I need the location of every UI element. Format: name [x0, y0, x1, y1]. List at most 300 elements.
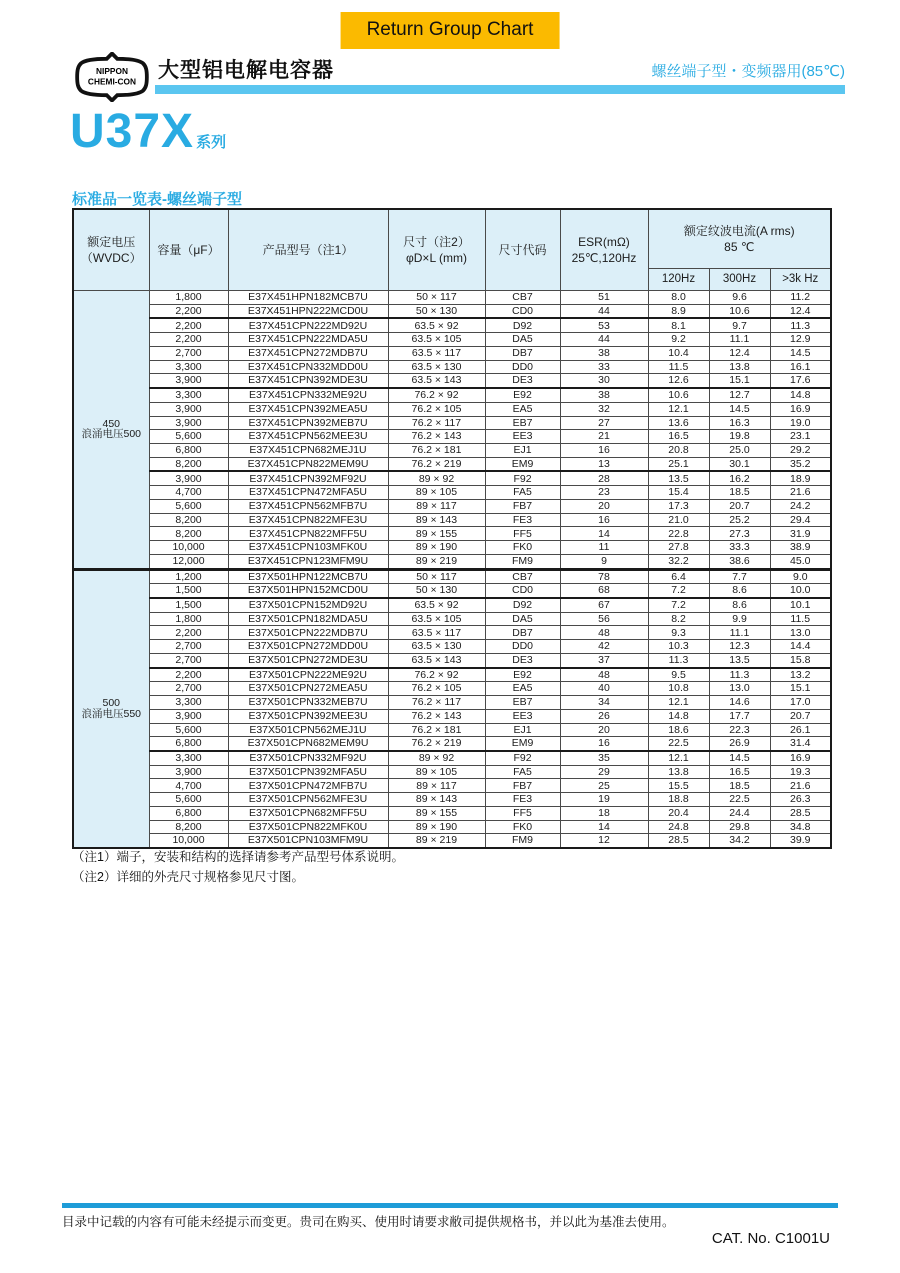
size-code-cell: CD0: [485, 584, 560, 598]
ripple-120hz-cell: 15.4: [648, 486, 709, 500]
size-cell: 76.2 × 92: [388, 668, 485, 682]
table-row: [73, 541, 831, 555]
size-cell: 76.2 × 105: [388, 682, 485, 696]
capacity-cell: 2,700: [149, 682, 228, 696]
header-rated-voltage: 额定电压 （WVDC）: [73, 209, 149, 291]
esr-cell: 68: [560, 584, 648, 598]
size-code-cell: D92: [485, 318, 560, 332]
part-number-cell: E37X451CPN682MEJ1U: [228, 444, 388, 458]
ripple-300hz-cell: 8.6: [709, 598, 770, 612]
capacity-cell: 2,700: [149, 653, 228, 667]
size-cell: 50 × 117: [388, 291, 485, 305]
ripple-120hz-cell: 12.1: [648, 696, 709, 710]
table-row: [73, 527, 831, 541]
voltage-section-500: [73, 569, 831, 848]
size-code-cell: FA5: [485, 765, 560, 779]
capacity-cell: 3,300: [149, 696, 228, 710]
size-cell: 89 × 105: [388, 765, 485, 779]
ripple-3khz-cell: 10.1: [770, 598, 831, 612]
esr-cell: 44: [560, 304, 648, 318]
table-notes: [72, 847, 404, 887]
size-cell: 63.5 × 92: [388, 598, 485, 612]
ripple-120hz-cell: 28.5: [648, 834, 709, 848]
ripple-3khz-cell: 26.1: [770, 723, 831, 737]
esr-cell: 26: [560, 709, 648, 723]
ripple-300hz-cell: 12.4: [709, 346, 770, 360]
ripple-300hz-cell: 27.3: [709, 527, 770, 541]
esr-cell: 16: [560, 737, 648, 751]
table-row: [73, 360, 831, 374]
part-number-cell: E37X501CPN332MF92U: [228, 751, 388, 765]
capacity-cell: 5,600: [149, 499, 228, 513]
table-row: [73, 402, 831, 416]
part-number-cell: E37X501CPN822MFK0U: [228, 820, 388, 834]
ripple-300hz-cell: 25.2: [709, 513, 770, 527]
table-row: [73, 806, 831, 820]
size-cell: 89 × 155: [388, 806, 485, 820]
capacity-cell: 6,800: [149, 444, 228, 458]
ripple-300hz-cell: 20.7: [709, 499, 770, 513]
size-code-cell: E92: [485, 388, 560, 402]
table-row: [73, 598, 831, 612]
size-code-cell: EM9: [485, 737, 560, 751]
ripple-300hz-cell: 9.9: [709, 612, 770, 626]
size-code-cell: DB7: [485, 346, 560, 360]
ripple-3khz-cell: 17.6: [770, 374, 831, 388]
ripple-3khz-cell: 19.3: [770, 765, 831, 779]
ripple-120hz-cell: 8.2: [648, 612, 709, 626]
size-cell: 76.2 × 105: [388, 402, 485, 416]
size-cell: 76.2 × 143: [388, 709, 485, 723]
note-2: （注2）详细的外壳尺寸规格参见尺寸图。: [72, 870, 304, 884]
esr-cell: 56: [560, 612, 648, 626]
ripple-120hz-cell: 13.5: [648, 471, 709, 485]
return-group-chart-button[interactable]: Return Group Chart: [341, 12, 560, 49]
capacity-cell: 6,800: [149, 737, 228, 751]
part-number-cell: E37X501CPN152MD92U: [228, 598, 388, 612]
table-row: [73, 457, 831, 471]
esr-cell: 9: [560, 554, 648, 569]
header-ripple-120hz: 120Hz: [648, 269, 709, 291]
part-number-cell: E37X501CPN272MEA5U: [228, 682, 388, 696]
part-number-cell: E37X501HPN152MCD0U: [228, 584, 388, 598]
part-number-cell: E37X501CPN682MFF5U: [228, 806, 388, 820]
part-number-cell: E37X501CPN182MDA5U: [228, 612, 388, 626]
size-code-cell: CB7: [485, 291, 560, 305]
ripple-3khz-cell: 11.3: [770, 318, 831, 332]
ripple-300hz-cell: 19.8: [709, 430, 770, 444]
ripple-3khz-cell: 16.9: [770, 402, 831, 416]
size-cell: 50 × 130: [388, 304, 485, 318]
esr-cell: 14: [560, 820, 648, 834]
capacity-cell: 1,500: [149, 584, 228, 598]
table-row: [73, 765, 831, 779]
table-row: [73, 640, 831, 654]
voltage-section-450: [73, 291, 831, 570]
capacity-cell: 10,000: [149, 541, 228, 555]
table-row: [73, 318, 831, 332]
part-number-cell: E37X501CPN222MDB7U: [228, 626, 388, 640]
table-row: [73, 416, 831, 430]
part-number-cell: E37X451HPN222MCD0U: [228, 304, 388, 318]
size-code-cell: EJ1: [485, 444, 560, 458]
esr-cell: 34: [560, 696, 648, 710]
capacity-cell: 3,300: [149, 360, 228, 374]
ripple-300hz-cell: 13.0: [709, 682, 770, 696]
part-number-cell: E37X501CPN272MDE3U: [228, 653, 388, 667]
esr-cell: 18: [560, 806, 648, 820]
capacity-cell: 3,900: [149, 471, 228, 485]
size-code-cell: FA5: [485, 486, 560, 500]
header-part-number: 产品型号（注1）: [228, 209, 388, 291]
voltage-label: 500 浪涌电压550: [73, 569, 149, 848]
table-row: [73, 779, 831, 793]
table-row: [73, 626, 831, 640]
ripple-300hz-cell: 26.9: [709, 737, 770, 751]
size-code-cell: DE3: [485, 653, 560, 667]
esr-cell: 42: [560, 640, 648, 654]
ripple-3khz-cell: 31.4: [770, 737, 831, 751]
ripple-120hz-cell: 16.5: [648, 430, 709, 444]
ripple-300hz-cell: 8.6: [709, 584, 770, 598]
ripple-3khz-cell: 16.9: [770, 751, 831, 765]
ripple-300hz-cell: 11.1: [709, 333, 770, 347]
esr-cell: 44: [560, 333, 648, 347]
size-cell: 76.2 × 219: [388, 737, 485, 751]
capacity-cell: 3,900: [149, 374, 228, 388]
capacity-cell: 5,600: [149, 793, 228, 807]
size-cell: 89 × 155: [388, 527, 485, 541]
size-cell: 76.2 × 219: [388, 457, 485, 471]
ripple-120hz-cell: 13.8: [648, 765, 709, 779]
ripple-3khz-cell: 45.0: [770, 554, 831, 569]
chemi-con-logo-icon: [74, 52, 150, 102]
capacity-cell: 8,200: [149, 527, 228, 541]
size-cell: 76.2 × 92: [388, 388, 485, 402]
esr-cell: 27: [560, 416, 648, 430]
size-cell: 89 × 117: [388, 779, 485, 793]
size-code-cell: FE3: [485, 513, 560, 527]
ripple-3khz-cell: 10.0: [770, 584, 831, 598]
table-row: [73, 709, 831, 723]
esr-cell: 12: [560, 834, 648, 848]
table-row: [73, 346, 831, 360]
spec-table: [72, 208, 832, 849]
ripple-3khz-cell: 26.3: [770, 793, 831, 807]
header-esr: ESR(mΩ) 25℃,120Hz: [560, 209, 648, 291]
capacity-cell: 3,300: [149, 751, 228, 765]
size-code-cell: EB7: [485, 416, 560, 430]
ripple-120hz-cell: 11.3: [648, 653, 709, 667]
header-capacity: 容量（μF）: [149, 209, 228, 291]
esr-cell: 38: [560, 346, 648, 360]
ripple-300hz-cell: 11.1: [709, 626, 770, 640]
series-title: [70, 104, 226, 159]
ripple-120hz-cell: 15.5: [648, 779, 709, 793]
part-number-cell: E37X501CPN272MDD0U: [228, 640, 388, 654]
part-number-cell: E37X451CPN222MDA5U: [228, 333, 388, 347]
ripple-3khz-cell: 35.2: [770, 457, 831, 471]
ripple-300hz-cell: 17.7: [709, 709, 770, 723]
capacity-cell: 8,200: [149, 820, 228, 834]
esr-cell: 25: [560, 779, 648, 793]
size-code-cell: DE3: [485, 374, 560, 388]
ripple-3khz-cell: 21.6: [770, 486, 831, 500]
ripple-3khz-cell: 34.8: [770, 820, 831, 834]
ripple-3khz-cell: 9.0: [770, 569, 831, 584]
ripple-120hz-cell: 6.4: [648, 569, 709, 584]
esr-cell: 32: [560, 402, 648, 416]
size-code-cell: EE3: [485, 430, 560, 444]
ripple-120hz-cell: 32.2: [648, 554, 709, 569]
size-cell: 63.5 × 117: [388, 346, 485, 360]
capacity-cell: 1,500: [149, 598, 228, 612]
ripple-3khz-cell: 12.9: [770, 333, 831, 347]
header-size: 尺寸（注2） φD×L (mm): [388, 209, 485, 291]
footer-divider-bar: [62, 1203, 838, 1208]
esr-cell: 14: [560, 527, 648, 541]
size-cell: 63.5 × 117: [388, 626, 485, 640]
voltage-label: 450 浪涌电压500: [73, 291, 149, 570]
size-cell: 76.2 × 117: [388, 416, 485, 430]
esr-cell: 37: [560, 653, 648, 667]
esr-cell: 23: [560, 486, 648, 500]
size-cell: 63.5 × 143: [388, 653, 485, 667]
part-number-cell: E37X501CPN562MFE3U: [228, 793, 388, 807]
table-row: [73, 554, 831, 569]
table-row: [73, 696, 831, 710]
part-number-cell: E37X451CPN822MFF5U: [228, 527, 388, 541]
capacity-cell: 1,800: [149, 612, 228, 626]
ripple-300hz-cell: 24.4: [709, 806, 770, 820]
series-name: U37X: [70, 105, 195, 158]
esr-cell: 11: [560, 541, 648, 555]
esr-cell: 78: [560, 569, 648, 584]
ripple-3khz-cell: 31.9: [770, 527, 831, 541]
capacity-cell: 3,900: [149, 765, 228, 779]
part-number-cell: E37X501CPN562MEJ1U: [228, 723, 388, 737]
ripple-120hz-cell: 10.3: [648, 640, 709, 654]
ripple-3khz-cell: 15.8: [770, 653, 831, 667]
ripple-120hz-cell: 25.1: [648, 457, 709, 471]
capacity-cell: 12,000: [149, 554, 228, 569]
table-row: [73, 333, 831, 347]
ripple-120hz-cell: 8.1: [648, 318, 709, 332]
size-cell: 89 × 143: [388, 793, 485, 807]
ripple-120hz-cell: 9.3: [648, 626, 709, 640]
note-1: （注1）端子，安装和结构的选择请参考产品型号体系说明。: [72, 850, 404, 864]
size-cell: 89 × 117: [388, 499, 485, 513]
ripple-120hz-cell: 14.8: [648, 709, 709, 723]
size-code-cell: FF5: [485, 527, 560, 541]
esr-cell: 16: [560, 513, 648, 527]
ripple-120hz-cell: 18.6: [648, 723, 709, 737]
header-divider-bar: [155, 85, 845, 94]
capacity-cell: 4,700: [149, 486, 228, 500]
ripple-120hz-cell: 22.5: [648, 737, 709, 751]
ripple-3khz-cell: 13.0: [770, 626, 831, 640]
part-number-cell: E37X451CPN392MEB7U: [228, 416, 388, 430]
esr-cell: 38: [560, 388, 648, 402]
esr-cell: 33: [560, 360, 648, 374]
size-code-cell: DD0: [485, 360, 560, 374]
ripple-3khz-cell: 39.9: [770, 834, 831, 848]
size-cell: 89 × 92: [388, 471, 485, 485]
ripple-3khz-cell: 38.9: [770, 541, 831, 555]
size-cell: 76.2 × 181: [388, 444, 485, 458]
table-row: [73, 388, 831, 402]
size-cell: 63.5 × 143: [388, 374, 485, 388]
esr-cell: 30: [560, 374, 648, 388]
esr-cell: 21: [560, 430, 648, 444]
size-code-cell: FK0: [485, 820, 560, 834]
table-row: [73, 820, 831, 834]
capacity-cell: 6,800: [149, 806, 228, 820]
ripple-120hz-cell: 12.6: [648, 374, 709, 388]
size-cell: 76.2 × 181: [388, 723, 485, 737]
capacity-cell: 3,900: [149, 416, 228, 430]
part-number-cell: E37X451CPN332MDD0U: [228, 360, 388, 374]
header-ripple-3khz: >3k Hz: [770, 269, 831, 291]
ripple-300hz-cell: 38.6: [709, 554, 770, 569]
header-size-code: 尺寸代码: [485, 209, 560, 291]
esr-cell: 51: [560, 291, 648, 305]
esr-cell: 29: [560, 765, 648, 779]
series-suffix: 系列: [196, 134, 227, 151]
table-row: [73, 486, 831, 500]
size-code-cell: FF5: [485, 806, 560, 820]
size-code-cell: F92: [485, 471, 560, 485]
part-number-cell: E37X501CPN392MFA5U: [228, 765, 388, 779]
part-number-cell: E37X501HPN122MCB7U: [228, 569, 388, 584]
table-row: [73, 444, 831, 458]
table-row: [73, 374, 831, 388]
ripple-120hz-cell: 27.8: [648, 541, 709, 555]
part-number-cell: E37X451CPN222MD92U: [228, 318, 388, 332]
ripple-120hz-cell: 8.9: [648, 304, 709, 318]
ripple-3khz-cell: 18.9: [770, 471, 831, 485]
table-row: [73, 682, 831, 696]
capacity-cell: 2,700: [149, 640, 228, 654]
ripple-3khz-cell: 28.5: [770, 806, 831, 820]
esr-cell: 28: [560, 471, 648, 485]
ripple-300hz-cell: 16.5: [709, 765, 770, 779]
ripple-120hz-cell: 20.4: [648, 806, 709, 820]
part-number-cell: E37X451CPN392MEA5U: [228, 402, 388, 416]
table-row: [73, 584, 831, 598]
category-label: 螺丝端子型・变频器用(85℃): [651, 63, 845, 80]
ripple-300hz-cell: 15.1: [709, 374, 770, 388]
esr-cell: 13: [560, 457, 648, 471]
capacity-cell: 2,700: [149, 346, 228, 360]
table-row: [73, 668, 831, 682]
capacity-cell: 3,900: [149, 402, 228, 416]
ripple-300hz-cell: 7.7: [709, 569, 770, 584]
size-code-cell: FB7: [485, 779, 560, 793]
section-title: 标准品一览表-螺丝端子型: [72, 191, 242, 208]
table-row: [73, 653, 831, 667]
table-row: [73, 612, 831, 626]
part-number-cell: E37X451CPN272MDB7U: [228, 346, 388, 360]
table-row: [73, 471, 831, 485]
esr-cell: 53: [560, 318, 648, 332]
footer-disclaimer: 目录中记载的内容有可能未经提示而变更。贵司在购买、使用时请要求敝司提供规格书，并以此为基准去使用。: [62, 1215, 675, 1229]
ripple-300hz-cell: 29.8: [709, 820, 770, 834]
ripple-3khz-cell: 12.4: [770, 304, 831, 318]
part-number-cell: E37X451CPN822MFE3U: [228, 513, 388, 527]
ripple-300hz-cell: 16.2: [709, 471, 770, 485]
part-number-cell: E37X451CPN332ME92U: [228, 388, 388, 402]
ripple-3khz-cell: 23.1: [770, 430, 831, 444]
size-cell: 89 × 105: [388, 486, 485, 500]
ripple-300hz-cell: 9.6: [709, 291, 770, 305]
ripple-120hz-cell: 11.5: [648, 360, 709, 374]
ripple-120hz-cell: 10.6: [648, 388, 709, 402]
capacity-cell: 3,300: [149, 388, 228, 402]
ripple-3khz-cell: 20.7: [770, 709, 831, 723]
ripple-3khz-cell: 29.2: [770, 444, 831, 458]
ripple-300hz-cell: 34.2: [709, 834, 770, 848]
ripple-3khz-cell: 11.2: [770, 291, 831, 305]
size-code-cell: FM9: [485, 834, 560, 848]
ripple-3khz-cell: 19.0: [770, 416, 831, 430]
ripple-3khz-cell: 15.1: [770, 682, 831, 696]
table-row: [73, 430, 831, 444]
size-cell: 50 × 117: [388, 569, 485, 584]
ripple-300hz-cell: 12.7: [709, 388, 770, 402]
catalog-number: CAT. No. C1001U: [711, 1230, 830, 1247]
capacity-cell: 5,600: [149, 723, 228, 737]
ripple-300hz-cell: 30.1: [709, 457, 770, 471]
size-cell: 89 × 92: [388, 751, 485, 765]
esr-cell: 35: [560, 751, 648, 765]
size-code-cell: E92: [485, 668, 560, 682]
size-code-cell: EE3: [485, 709, 560, 723]
size-cell: 50 × 130: [388, 584, 485, 598]
size-code-cell: FE3: [485, 793, 560, 807]
header-ripple-current: 额定纹波电流(A rms) 85 ℃: [648, 209, 831, 269]
esr-cell: 40: [560, 682, 648, 696]
size-cell: 63.5 × 130: [388, 360, 485, 374]
part-number-cell: E37X501CPN332MEB7U: [228, 696, 388, 710]
ripple-120hz-cell: 20.8: [648, 444, 709, 458]
table-row: [73, 737, 831, 751]
size-code-cell: EB7: [485, 696, 560, 710]
part-number-cell: E37X451HPN182MCB7U: [228, 291, 388, 305]
ripple-3khz-cell: 17.0: [770, 696, 831, 710]
part-number-cell: E37X451CPN392MDE3U: [228, 374, 388, 388]
ripple-300hz-cell: 13.8: [709, 360, 770, 374]
size-code-cell: FK0: [485, 541, 560, 555]
ripple-300hz-cell: 9.7: [709, 318, 770, 332]
table-row: [73, 723, 831, 737]
part-number-cell: E37X501CPN103MFM9U: [228, 834, 388, 848]
ripple-300hz-cell: 16.3: [709, 416, 770, 430]
size-code-cell: EA5: [485, 682, 560, 696]
size-code-cell: DA5: [485, 612, 560, 626]
ripple-300hz-cell: 10.6: [709, 304, 770, 318]
ripple-300hz-cell: 14.5: [709, 751, 770, 765]
table-row: [73, 793, 831, 807]
esr-cell: 20: [560, 499, 648, 513]
ripple-120hz-cell: 12.1: [648, 751, 709, 765]
part-number-cell: E37X451CPN472MFA5U: [228, 486, 388, 500]
part-number-cell: E37X451CPN123MFM9U: [228, 554, 388, 569]
logo-text-line1: NIPPON: [96, 65, 128, 76]
size-code-cell: DD0: [485, 640, 560, 654]
ripple-3khz-cell: 21.6: [770, 779, 831, 793]
esr-cell: 16: [560, 444, 648, 458]
